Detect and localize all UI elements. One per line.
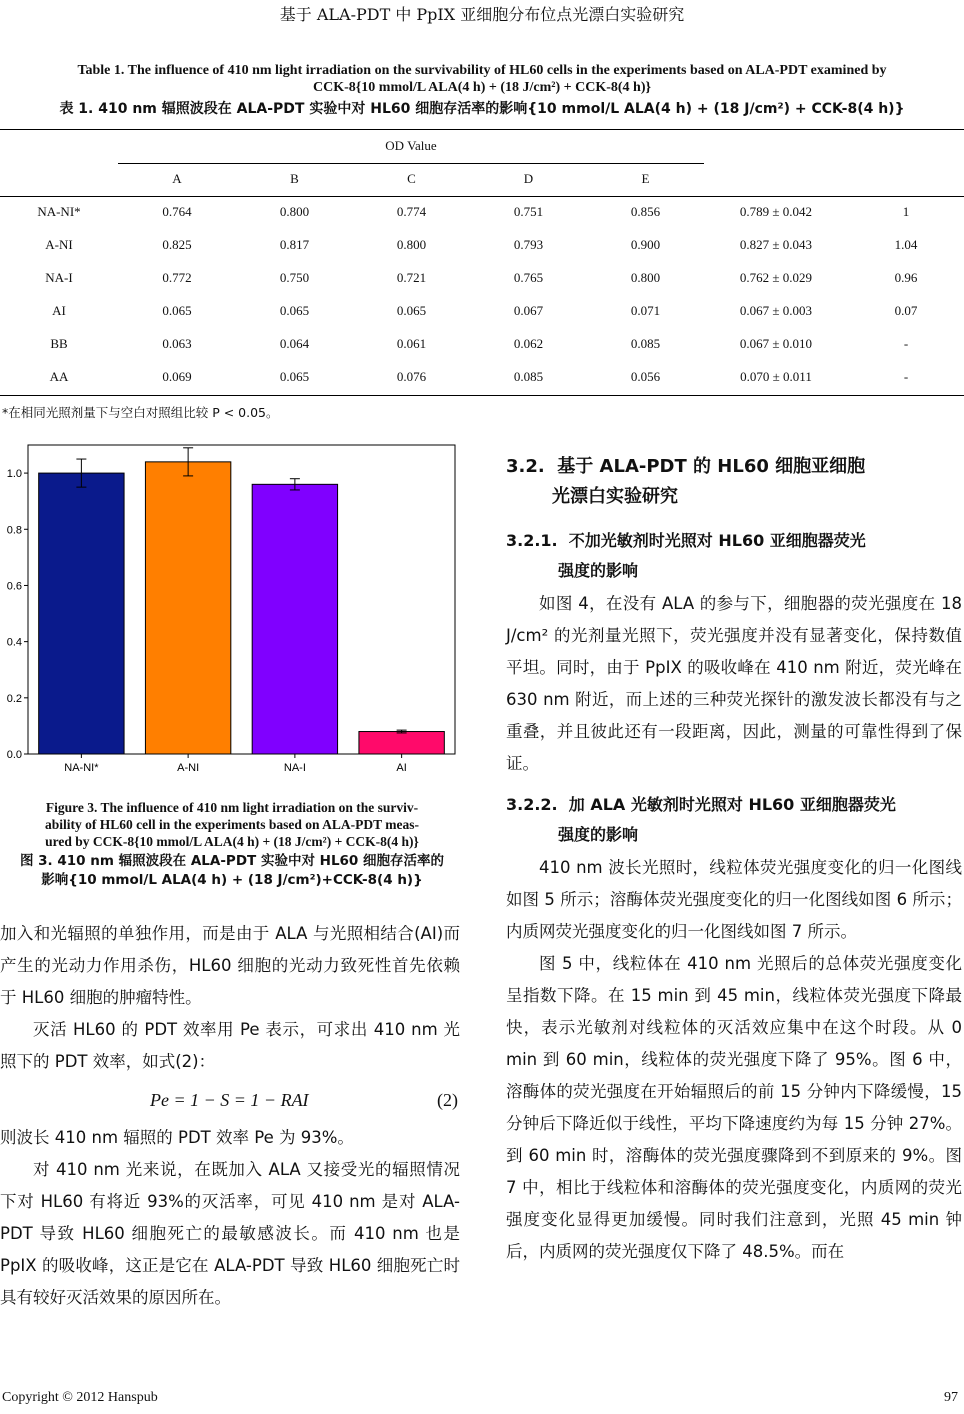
row-label: NA-NI* [37,203,81,219]
table-row [0,294,964,327]
table-cell: 0.071 [630,302,661,318]
row-label: BB [50,335,68,351]
od-value-header: OD Value [385,137,437,153]
figure-caption-en-2: ability of HL60 cell in the experiments based on ALA-PDT meas- [45,817,419,832]
table-cell: 0.056 [630,368,661,384]
bar [145,462,230,754]
footer-copyright: Copyright © 2012 Hanspub [2,1390,158,1405]
section-title-line-1: 基于 ALA-PDT 的 HL60 细胞亚细胞 [557,456,866,477]
bar-chart [0,440,464,780]
table-cell: 0.085 [630,335,661,351]
right-column [506,452,962,1268]
table-cell: 0.065 [162,302,192,318]
row-label: AA [49,368,69,384]
table-cell: 0.085 [513,368,544,384]
row-label: AI [52,302,66,318]
table-cell: 0.856 [630,203,661,219]
mean-cell: 0.789 ± 0.042 [739,203,813,219]
ratio-cell: 0.96 [894,269,918,285]
table-cell: 0.750 [279,269,310,285]
figure-caption-en-1: Figure 3. The influence of 410 nm light irradiation on the surviv- [45,800,419,815]
y-tick-label: 0.2 [6,692,22,705]
table-row [0,360,964,393]
table-cell: 0.793 [513,236,544,252]
table-cell: 0.825 [162,236,192,252]
table-cell: 0.800 [396,236,427,252]
column-header: C [407,170,416,186]
x-tick-label: A-NI [177,762,200,774]
subsection-number: 3.2.1. [506,531,558,550]
bar [39,473,124,754]
table-cell: 0.065 [396,302,427,318]
y-tick-label: 0.8 [6,524,22,537]
page-number: 97 [944,1390,958,1405]
table-row [0,261,964,294]
figure-caption-zh-2: 影响{10 mmol/L ALA(4 h) + (18 J/cm²)+CCK-8(4 h)} [41,872,423,888]
table-caption-en-1: Table 1. The influence of 410 nm light irradiation on the survivability of HL60 cells in the experiments based on ALA-PDT examined by [77,63,887,78]
table-cell: 0.774 [396,203,427,219]
equation-number: (2) [437,1090,458,1110]
subsection-title-line-2: 强度的影响 [558,825,639,844]
table-cell: 0.062 [513,335,544,351]
row-label: NA-I [45,269,73,285]
subsection-title-line-2: 强度的影响 [558,561,639,580]
mean-cell: 0.067 ± 0.003 [739,302,813,318]
ratio-cell: 1 [902,203,910,219]
table-cell: 0.764 [162,203,192,219]
right-paragraph-block-2 [506,852,962,1268]
table-cell: 0.751 [513,203,544,219]
table-cell: 0.076 [396,368,427,384]
right-paragraph-1: 如图 4，在没有 ALA 的参与下，细胞器的荧光强度在 18 J/cm² 的光剂量光照下，荧光强度并没有显著变化，保持数值平坦。同时，由于 PpIX 的吸收峰在 410 nm 附近，荧光峰在 630 nm 附近，而上述的三种荧光探针的激发波长都没有与之重叠，并且彼此还有一段距离，因此，测量的可靠性得到了保证。 [506,594,962,773]
ratio-cell: 0.07 [894,302,918,318]
mean-cell: 0.070 ± 0.011 [740,368,812,384]
equation: Pe = 1 − S = 1 − RAI [150,1090,309,1110]
equation-row [0,1078,460,1122]
table-bottom-rule [0,395,964,396]
mean-cell: 0.762 ± 0.029 [739,269,813,285]
table-cell: 0.061 [396,335,427,351]
table-cell: 0.069 [162,368,192,384]
table-column-header-row [0,162,964,195]
left-paragraph-3: 则波长 410 nm 辐照的 PDT 效率 Pe 为 93%。 [0,1128,354,1147]
table-cell: 0.800 [630,269,661,285]
subsection-number: 3.2.2. [506,795,558,814]
section-heading-3-2 [506,452,962,512]
figure-caption-en-3: ured by CCK-8{10 mmol/L ALA(4 h) + (18 J/cm²) + CCK-8(4 h)} [45,834,419,849]
table-caption-en-2: CCK-8{10 mmol/L ALA(4 h) + (18 J/cm²) + CCK-8(4 h)} [313,80,651,95]
table-cell: 0.063 [162,335,192,351]
section-title-line-2: 光漂白实验研究 [552,486,678,507]
mean-cell: 0.067 ± 0.010 [739,335,813,351]
left-paragraph-4: 对 410 nm 光来说，在既加入 ALA 又接受光的辐照情况下对 HL60 有将近 93%的灭活率，可见 410 nm 是对 ALA-PDT 导致 HL60 细胞死亡的最敏感波长。而 410 nm 也是 PpIX 的吸收峰，这正是它在 ALA-PDT 导致 HL60 细胞死亡时具有较好灭活效果的原因所在。 [0,1160,460,1307]
data-table [0,129,964,393]
subsection-heading-3-2-1 [506,526,962,586]
left-paragraph-1: 加入和光辐照的单独作用，而是由于 ALA 与光照相结合(AI)而产生的光动力作用杀伤，HL60 细胞的光动力致死性首先依赖于 HL60 细胞的肿瘤特性。 [0,924,460,1007]
table-row [0,228,964,261]
table-cell: 0.817 [279,236,310,252]
figure-caption-zh-1: 图 3. 410 nm 辐照波段在 ALA-PDT 实验中对 HL60 细胞存活率的 [19,853,445,869]
running-header: 基于 ALA-PDT 中 PpIX 亚细胞分布位点光漂白实验研究 [279,5,685,24]
subsection-title-line-1: 不加光敏剂时光照对 HL60 亚细胞器荧光 [568,531,866,550]
table-cell: 0.065 [279,302,310,318]
subsection-heading-3-2-2 [506,790,962,850]
table-cell: 0.064 [279,335,310,351]
table-row [0,327,964,360]
right-paragraph-3: 图 5 中，线粒体在 410 nm 光照后的总体荧光强度变化呈指数下降。在 15 min 到 45 min，线粒体荧光强度下降最快，表示光敏剂对线粒体的灭活效应集中在这个时段。从 0 min 到 60 min，线粒体的荧光强度下降了 95%。图 6 中，溶酶体的荧光强度在开始辐照后的前 15 分钟内下降缓慢，15 分钟后下降近似于线性，平均下降速度约为每 15 分钟 27%。到 60 min 时，溶酶体的荧光强度骤降到不到原来的 9%。图 7 中，相比于线粒体和溶酶体的荧光强度变化，内质网的荧光强度变化显得更加缓慢。同时我们注意到，光照 45 min 钟后，内质网的荧光强度仅下降了 48.5%。而在 [506,954,962,1261]
column-header: D [523,170,534,186]
table-cell: 0.772 [162,269,192,285]
table-footnote: *在相同光照剂量下与空白对照组比较 P < 0.05。 [2,405,279,420]
bar [359,732,444,754]
table-cell: 0.800 [279,203,310,219]
table-group-header-row [0,129,964,162]
column-header: E [641,170,650,186]
right-paragraph-block-1 [506,588,962,780]
section-number: 3.2. [506,456,545,477]
table-cell: 0.065 [279,368,310,384]
x-tick-label: AI [396,762,407,774]
right-paragraph-2: 410 nm 波长光照时，线粒体荧光强度变化的归一化图线如图 5 所示；溶酶体荧光强度变化的归一化图线如图 6 所示；内质网荧光强度变化的归一化图线如图 7 所示。 [506,858,962,941]
table-cell: 0.765 [513,269,544,285]
y-tick-label: 0.0 [6,749,22,761]
y-tick-label: 0.6 [6,580,22,593]
subsection-title-line-1: 加 ALA 光敏剂时光照对 HL60 亚细胞器荧光 [568,795,896,814]
x-tick-label: NA-NI* [64,762,99,774]
table-cell: 0.900 [630,236,661,252]
table-cell: 0.067 [513,302,544,318]
table-caption-zh: 表 1. 410 nm 辐照波段在 ALA-PDT 实验中对 HL60 细胞存活率的影响{10 mmol/L ALA(4 h) + (18 J/cm²) + CCK-8(4 h)} [59,101,905,117]
column-header: A [172,170,182,186]
ratio-cell: 1.04 [894,236,918,252]
table-cell: 0.721 [396,269,427,285]
column-header: B [290,170,299,186]
ratio-cell: - [903,368,909,384]
left-paragraph-2: 灭活 HL60 的 PDT 效率用 Pe 表示，可求出 410 nm 光照下的 PDT 效率，如式(2)： [0,1020,460,1071]
bar [252,484,337,754]
row-label: A-NI [45,236,73,252]
x-tick-label: NA-I [283,762,306,774]
y-tick-label: 0.4 [6,636,22,649]
mean-cell: 0.827 ± 0.043 [739,236,813,252]
table-row [0,195,964,228]
left-column [0,918,460,1314]
y-tick-label: 1.0 [6,468,22,481]
ratio-cell: - [903,335,909,351]
